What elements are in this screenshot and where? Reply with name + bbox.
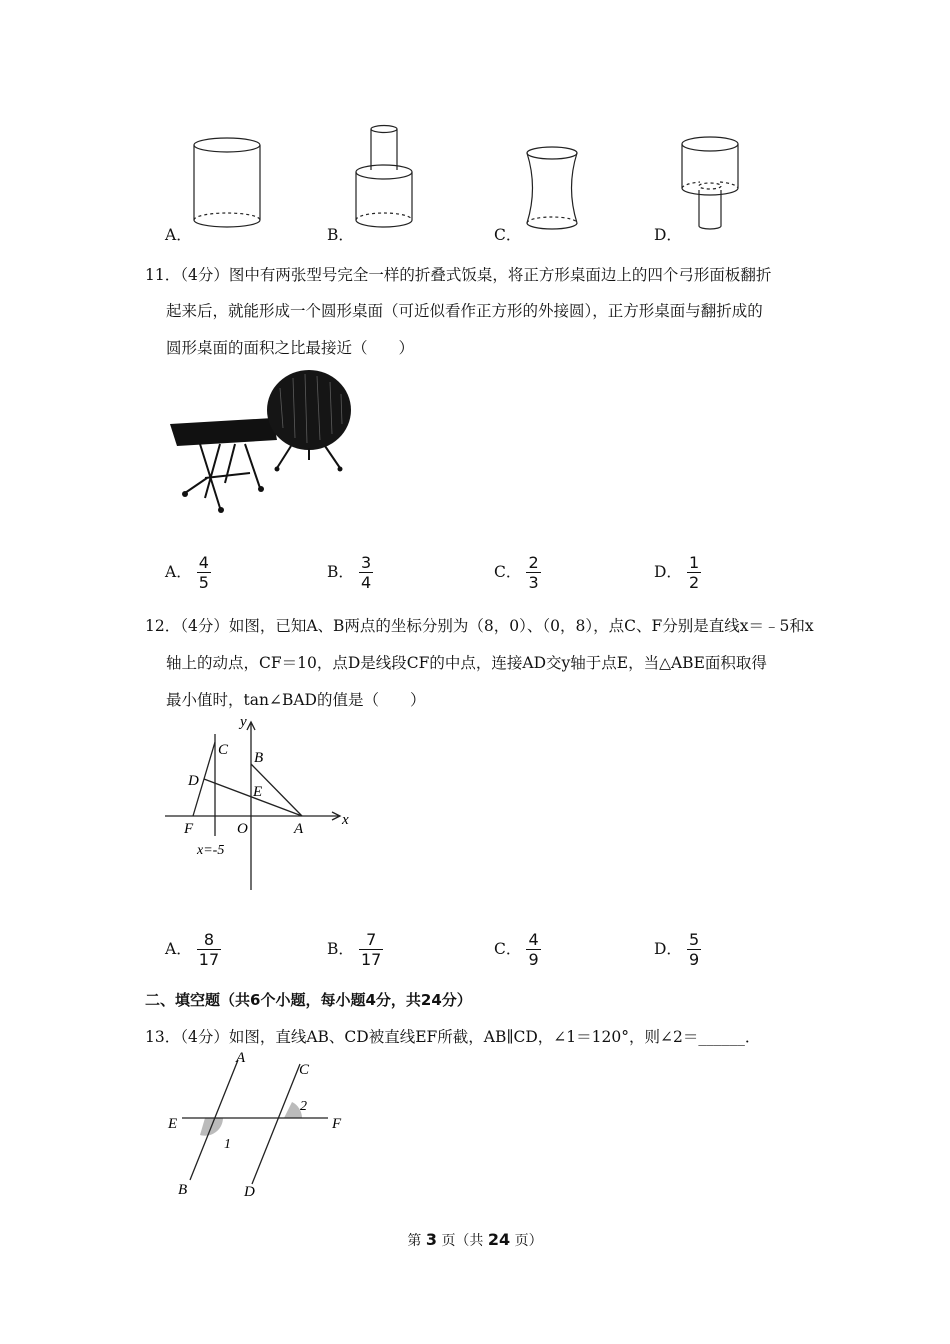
q11-folding-tables-image [165, 368, 360, 520]
q11-line-2: 起来后，就能形成一个圆形桌面（可近似看作正方形的外接圆），正方形桌面与翻折成的 [166, 302, 763, 320]
q10-option-b: B． [327, 226, 354, 244]
q13-parallel-lines-figure [160, 1050, 360, 1200]
solid-a [194, 138, 260, 227]
q12-coordinate-figure [160, 712, 360, 892]
fraction: $\frac{1}{2}$ [689, 553, 700, 592]
label-o: O [237, 821, 248, 837]
solid-b [356, 126, 412, 228]
q12-option-b: B． $\frac{7}{17}$ [327, 930, 382, 969]
q10-option-c: C． [494, 226, 522, 244]
solid-c [527, 147, 577, 229]
label-e: E [253, 784, 263, 800]
q11-option-b: B． $\frac{3}{4}$ [327, 553, 372, 592]
q12-line-1: 12．（4分）如图，已知A、B两点的坐标分别为（8，0）、（0，8），点C、F分别是直线x＝﹣5和x [145, 617, 814, 635]
q11-option-d: D． $\frac{1}{2}$ [654, 553, 700, 592]
q12-option-a: A． $\frac{8}{17}$ [165, 930, 220, 969]
label-c: C [299, 1062, 310, 1078]
fraction: $\frac{8}{17}$ [198, 930, 220, 969]
q12-option-d: D． $\frac{5}{9}$ [654, 930, 700, 969]
label-x: x [342, 812, 349, 828]
label-a: A [236, 1050, 246, 1066]
q13-text: 13．（4分）如图，直线AB、CD被直线EF所截，AB∥CD，∠1＝120°，则∠2＝______． [145, 1028, 761, 1046]
label-f: F [332, 1116, 342, 1132]
q12-line-3: 最小值时，tan∠BAD的值是（ ） [166, 691, 426, 709]
q10-option-d: D． [654, 226, 682, 244]
page-total: 24 [487, 1230, 511, 1249]
label-b: B [178, 1182, 188, 1198]
section-heading: 二、填空题（共6个小题，每小题4分，共24分） [145, 991, 472, 1009]
label-e: E [168, 1116, 178, 1132]
label-b: B [254, 750, 264, 766]
label-c: C [218, 742, 229, 758]
q12-option-c: C． $\frac{4}{9}$ [494, 930, 539, 969]
label-d: D [244, 1184, 255, 1200]
fraction: $\frac{5}{9}$ [689, 930, 700, 969]
q11-line-3: 圆形桌面的面积之比最接近（ ） [166, 339, 415, 357]
label-line: x=-5 [197, 843, 225, 858]
fraction: $\frac{3}{4}$ [360, 553, 372, 592]
page-number: 3 [425, 1230, 437, 1249]
q11-line-1: 11．（4分）图中有两张型号完全一样的折叠式饭桌，将正方形桌面边上的四个弓形面板翻折 [145, 266, 772, 284]
label-f: F [184, 821, 194, 837]
label-angle-2: 2 [300, 1099, 307, 1114]
label-y: y [240, 714, 247, 730]
solid-d [682, 137, 738, 229]
fraction: $\frac{2}{3}$ [528, 553, 539, 592]
q11-option-a: A． $\frac{4}{5}$ [165, 553, 209, 592]
page-footer: 第 3 页（共 24 页） [407, 1230, 543, 1249]
q10-option-a: A． [165, 226, 192, 244]
label-d: D [188, 773, 199, 789]
label-angle-1: 1 [224, 1137, 231, 1152]
fraction: $\frac{4}{9}$ [528, 930, 539, 969]
q11-option-c: C． $\frac{2}{3}$ [494, 553, 539, 592]
label-a: A [294, 821, 304, 837]
fraction: $\frac{4}{5}$ [198, 553, 209, 592]
q12-line-2: 轴上的动点，CF＝10，点D是线段CF的中点，连接AD交y轴于点E，当△ABE面积取得 [166, 654, 767, 672]
fraction: $\frac{7}{17}$ [360, 930, 382, 969]
